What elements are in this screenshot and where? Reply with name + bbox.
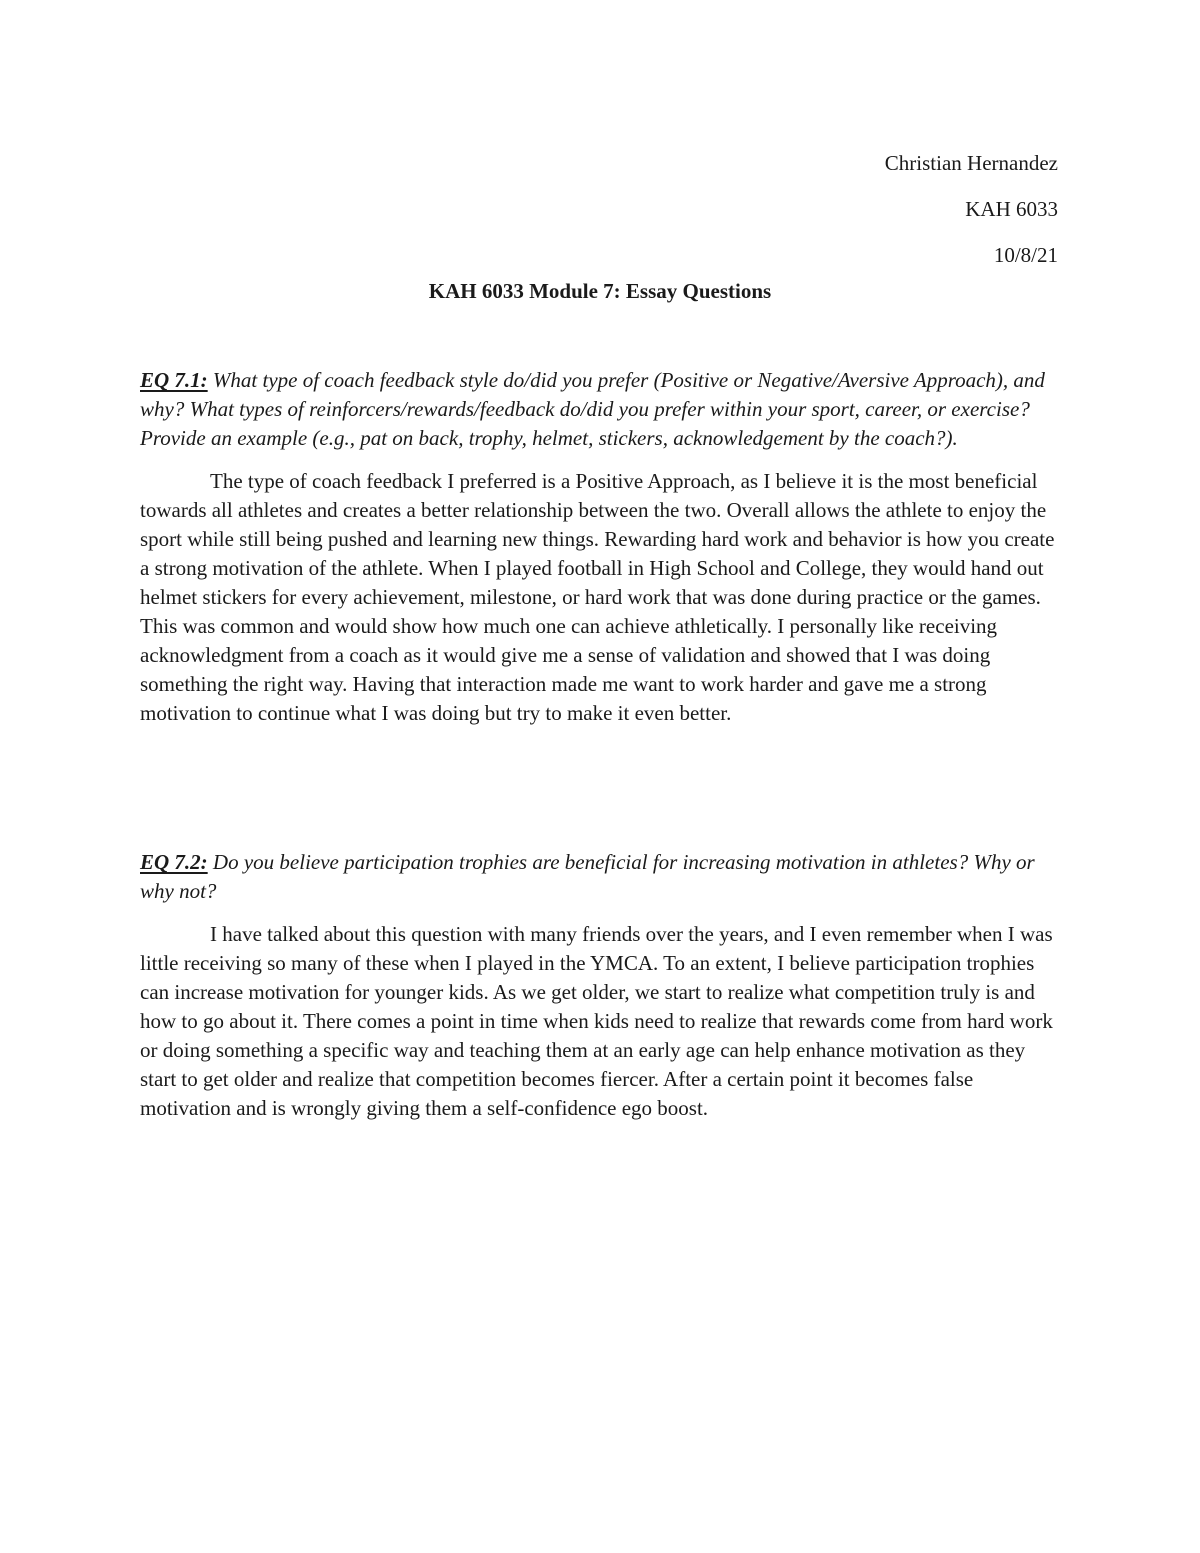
question-text: What type of coach feedback style do/did you prefer (Positive or Negative/Aversive Approach), and why? What types of reinforcers/rewards/feedback do/did you prefer within your sport, career, or exercise? Provide an example (e.g., pat on back, trophy, helmet, stickers, acknowledgement by the coach?). xyxy=(140,368,1045,450)
question-prompt xyxy=(140,848,1060,906)
question-prompt xyxy=(140,366,1060,453)
question-section-1 xyxy=(140,366,1060,728)
question-label: EQ 7.2: xyxy=(140,850,208,874)
author-name: Christian Hernandez xyxy=(884,151,1058,175)
course-code: KAH 6033 xyxy=(965,197,1058,221)
answer-paragraph: The type of coach feedback I preferred is a Positive Approach, as I believe it is the most beneficial towards all athletes and creates a better relationship between the two. Overall allows the athlete to enjoy the sport while still being pushed and learning new things. Rewarding hard work and behavior is how you create a strong motivation of the athlete. When I played football in High School and College, they would hand out helmet stickers for every achievement, milestone, or hard work that was done during practice or the games. This was common and would show how much one can achieve athletically. I personally like receiving acknowledgment from a coach as it would give me a sense of validation and showed that I was doing something the right way. Having that interaction made me want to work harder and gave me a strong motivation to continue what I was doing but try to make it even better. xyxy=(140,469,1055,725)
document-title: KAH 6033 Module 7: Essay Questions xyxy=(428,279,772,303)
question-section-2 xyxy=(140,848,1060,1123)
header-block xyxy=(885,140,1058,278)
question-text: Do you believe participation trophies are beneficial for increasing motivation in athletes? Why or why not? xyxy=(140,850,1035,903)
answer-paragraph: I have talked about this question with many friends over the years, and I even remember when I was little receiving so many of these when I played in the YMCA. To an extent, I believe participation trophies can increase motivation for younger kids. As we get older, we start to realize what competition truly is and how to go about it. There comes a point in time when kids need to realize that rewards come from hard work or doing something a specific way and teaching them at an early age can help enhance motivation as they start to get older and realize that competition becomes fiercer. After a certain point it becomes false motivation and is wrongly giving them a self-confidence ego boost. xyxy=(140,922,1053,1120)
submission-date: 10/8/21 xyxy=(993,243,1058,267)
question-label: EQ 7.1: xyxy=(140,368,208,392)
